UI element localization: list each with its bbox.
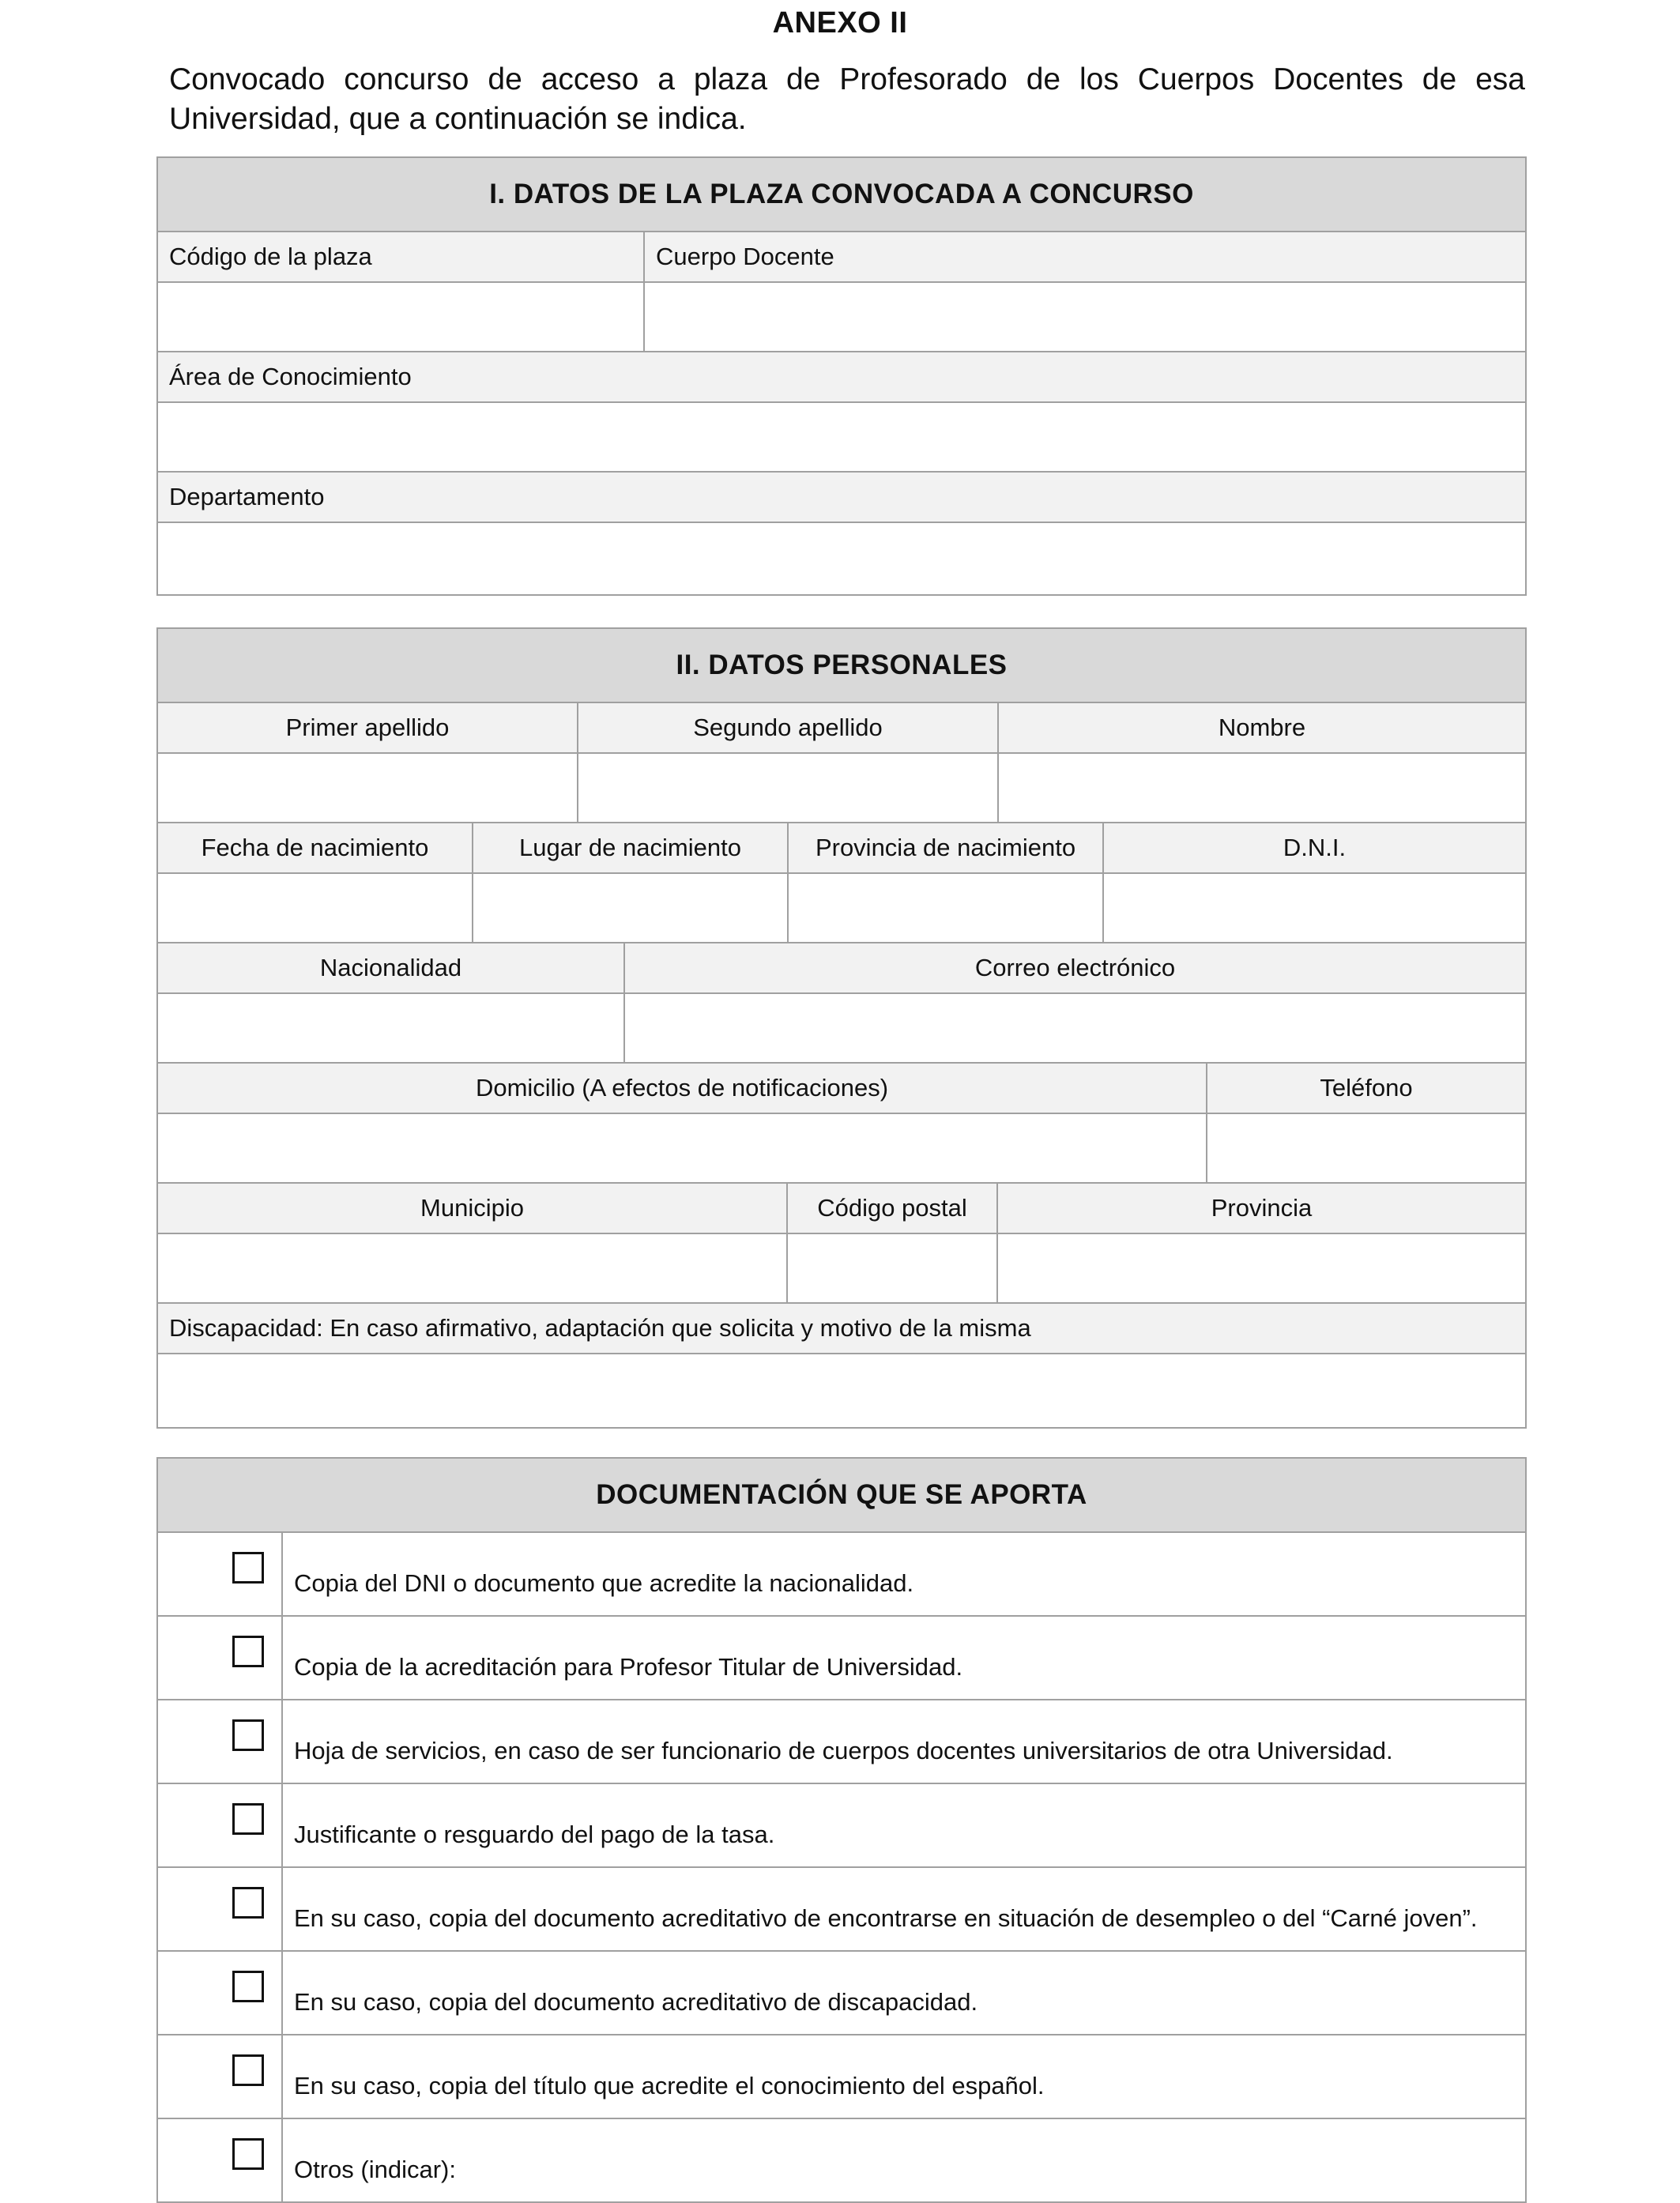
cuerpo-docente-field[interactable]: [645, 283, 1525, 351]
value-row: [158, 1114, 1525, 1184]
provincia-field[interactable]: [998, 1234, 1525, 1302]
value-row: [158, 754, 1525, 823]
document-item-label: En su caso, copia del documento acreditativo de encontrarse en situación de desempleo o del “Carné joven”.: [294, 1904, 1478, 1932]
document-item: [158, 1784, 1525, 1868]
label-row: [158, 1304, 1525, 1354]
document-item: [158, 1533, 1525, 1617]
label-row: [158, 352, 1525, 403]
value-row: [158, 523, 1525, 594]
municipio-label: Municipio: [158, 1184, 788, 1233]
checkbox-cell: [158, 2035, 283, 2118]
document-item-label: Hoja de servicios, en caso de ser funcionario de cuerpos docentes universitarios de otra Universidad.: [294, 1737, 1393, 1764]
dni-label: D.N.I.: [1283, 834, 1347, 861]
document-item: [158, 1700, 1525, 1784]
segundo-apellido-label: Segundo apellido: [578, 703, 999, 752]
page-title: ANEXO II: [772, 6, 908, 40]
provincia-nacimiento-field[interactable]: [789, 874, 1104, 942]
checkbox[interactable]: [232, 2054, 264, 2086]
section-documentacion: [156, 1457, 1527, 2203]
checkbox-cell: [158, 1533, 283, 1615]
nombre-label: Nombre: [1218, 714, 1306, 741]
label-row: [158, 1184, 1525, 1234]
domicilio-field[interactable]: [158, 1114, 1207, 1182]
intro-paragraph: Convocado concurso de acceso a plaza de Profesorado de los Cuerpos Docentes de esa Universidad, que a continuación se indica.: [169, 62, 1525, 136]
correo-label: Correo electrónico: [974, 954, 1176, 981]
fecha-nacimiento-label: Fecha de nacimiento: [158, 823, 473, 872]
telefono-field[interactable]: [1207, 1114, 1525, 1182]
checkbox-cell: [158, 1868, 283, 1950]
area-conocimiento-label: Área de Conocimiento: [169, 363, 412, 390]
discapacidad-field[interactable]: [158, 1354, 1525, 1427]
checkbox[interactable]: [232, 2138, 264, 2170]
document-item-label: Copia del DNI o documento que acredite la nacionalidad.: [294, 1569, 914, 1597]
document-item: [158, 2035, 1525, 2119]
lugar-nacimiento-field[interactable]: [473, 874, 789, 942]
checkbox-cell: [158, 1617, 283, 1699]
cuerpo-docente-label: Cuerpo Docente: [656, 243, 834, 270]
fecha-nacimiento-field[interactable]: [158, 874, 473, 942]
document-item: [158, 1617, 1525, 1700]
label-row: [158, 1064, 1525, 1114]
checkbox[interactable]: [232, 1719, 264, 1751]
codigo-plaza-label: Código de la plaza: [158, 232, 645, 281]
lugar-nacimiento-label: Lugar de nacimiento: [473, 823, 789, 872]
document-item-label: Justificante o resguardo del pago de la tasa.: [294, 1821, 775, 1848]
label-row: [158, 943, 1525, 994]
correo-field[interactable]: [625, 994, 1525, 1062]
document-item: [158, 1868, 1525, 1952]
section-plaza-title: I. DATOS DE LA PLAZA CONVOCADA A CONCURSO: [158, 158, 1525, 232]
value-row: [158, 1234, 1525, 1304]
municipio-field[interactable]: [158, 1234, 788, 1302]
area-conocimiento-field[interactable]: [158, 403, 1525, 471]
domicilio-label: Domicilio (A efectos de notificaciones): [158, 1064, 1207, 1113]
value-row: [158, 1354, 1525, 1427]
departamento-label: Departamento: [169, 483, 325, 510]
discapacidad-label: Discapacidad: En caso afirmativo, adaptación que solicita y motivo de la misma: [169, 1314, 1031, 1342]
value-row: [158, 403, 1525, 473]
section-personales-title: II. DATOS PERSONALES: [158, 629, 1525, 703]
codigo-postal-field[interactable]: [788, 1234, 998, 1302]
primer-apellido-field[interactable]: [158, 754, 578, 822]
document-item-label: En su caso, copia del documento acreditativo de discapacidad.: [294, 1988, 978, 2016]
segundo-apellido-field[interactable]: [578, 754, 999, 822]
section-documentacion-title: DOCUMENTACIÓN QUE SE APORTA: [158, 1459, 1525, 1533]
label-row: [158, 823, 1525, 874]
nombre-field[interactable]: [999, 754, 1525, 822]
nacionalidad-label: Nacionalidad: [158, 943, 625, 992]
checkbox-cell: [158, 1784, 283, 1866]
checkbox[interactable]: [232, 1552, 264, 1584]
provincia-label: Provincia: [1211, 1194, 1313, 1222]
nacionalidad-field[interactable]: [158, 994, 625, 1062]
checkbox-cell: [158, 1952, 283, 2034]
document-item: [158, 2119, 1525, 2201]
document-item: [158, 1952, 1525, 2035]
codigo-plaza-field[interactable]: [158, 283, 645, 351]
codigo-postal-label: Código postal: [788, 1184, 998, 1233]
document-item-label: En su caso, copia del título que acredite el conocimiento del español.: [294, 2072, 1045, 2099]
section-datos-personales: [156, 627, 1527, 1429]
checkbox[interactable]: [232, 1887, 264, 1919]
document-item-label: Otros (indicar):: [294, 2156, 456, 2183]
value-row: [158, 874, 1525, 943]
value-row: [158, 994, 1525, 1064]
checkbox[interactable]: [232, 1971, 264, 2002]
label-row: [158, 473, 1525, 523]
label-row: [158, 232, 1525, 283]
checkbox-cell: [158, 2119, 283, 2201]
document-item-label: Copia de la acreditación para Profesor Titular de Universidad.: [294, 1653, 963, 1681]
checkbox[interactable]: [232, 1803, 264, 1835]
checkbox-cell: [158, 1700, 283, 1783]
dni-field[interactable]: [1104, 874, 1525, 942]
provincia-nacimiento-label: Provincia de nacimiento: [789, 823, 1104, 872]
primer-apellido-label: Primer apellido: [158, 703, 578, 752]
label-row: [158, 703, 1525, 754]
section-plaza: [156, 156, 1527, 596]
telefono-label: Teléfono: [1320, 1074, 1413, 1102]
value-row: [158, 283, 1525, 352]
departamento-field[interactable]: [158, 523, 1525, 594]
checkbox[interactable]: [232, 1636, 264, 1667]
